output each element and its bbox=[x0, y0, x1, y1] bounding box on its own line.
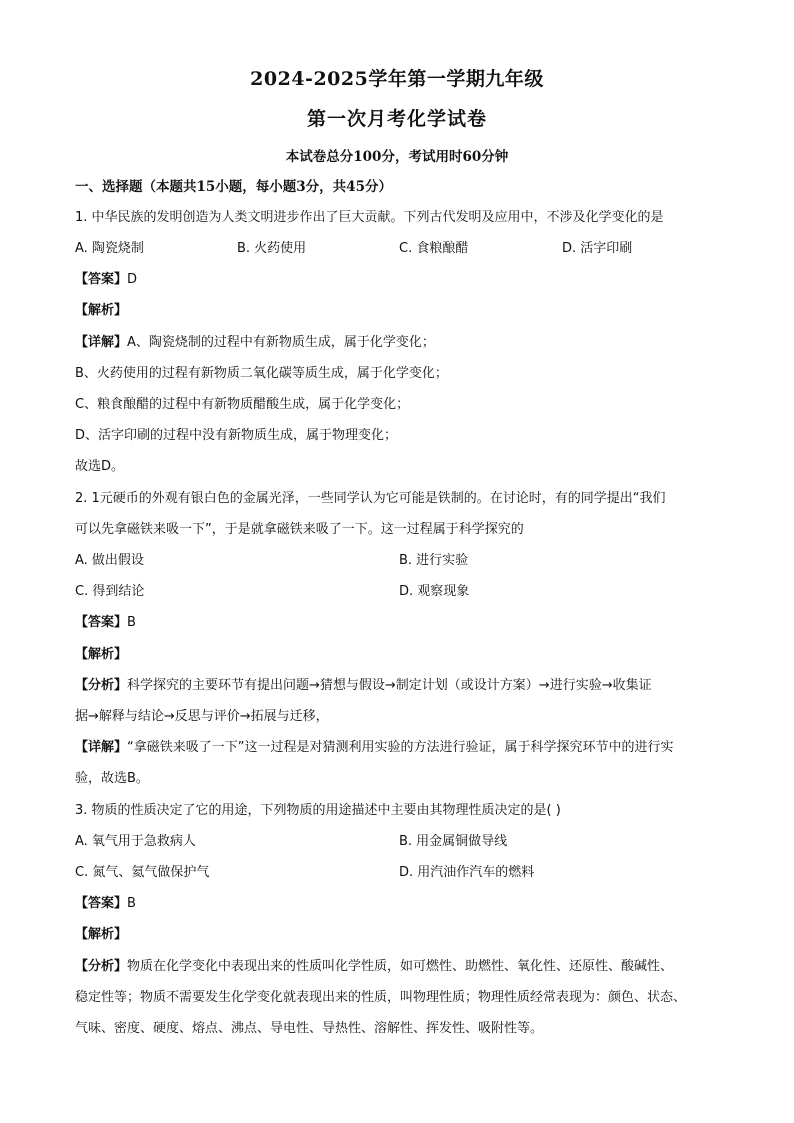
q3-option-d: D. 用汽油作汽车的燃料 bbox=[399, 865, 535, 880]
q1-detail-3: C、粮食酿醋的过程中有新物质醋酸生成，属于化学变化； bbox=[75, 397, 410, 412]
q3-analysis bbox=[75, 926, 127, 944]
q2-option-c: C. 得到结论 bbox=[75, 584, 145, 599]
q2-detail-1 bbox=[75, 739, 674, 757]
q1-option-c: C. 食粮酿醋 bbox=[399, 241, 469, 256]
answer-value: B bbox=[127, 615, 136, 630]
q2-option-b: B. 进行实验 bbox=[399, 553, 469, 568]
q3-option-b: B. 用金属铜做导线 bbox=[399, 834, 508, 849]
detail-text: A、陶瓷烧制的过程中有新物质生成，属于化学变化； bbox=[127, 335, 435, 350]
fenxi-tag: 【分析】 bbox=[75, 959, 128, 974]
q1-stem: 1. 中华民族的发明创造为人类文明进步作出了巨大贡献。下列古代发明及应用中，不涉及化学变化的是 bbox=[75, 210, 664, 225]
q1-detail-5: 故选D。 bbox=[75, 459, 125, 474]
q1-option-d: D. 活字印刷 bbox=[562, 241, 633, 256]
answer-tag: 【答案】 bbox=[75, 615, 128, 630]
q1-option-b: B. 火药使用 bbox=[237, 241, 307, 256]
q2-stem-1: 2. 1元硬币的外观有银白色的金属光泽，一些同学认为它可能是铁制的。在讨论时，有的同学提出“我们 bbox=[75, 491, 666, 506]
q2-option-a: A. 做出假设 bbox=[75, 553, 144, 568]
q1-detail-1 bbox=[75, 334, 435, 352]
fenxi-text: 物质在化学变化中表现出来的性质叫化学性质，如可燃性、助燃性、氧化性、还原性、酸碱性、 bbox=[127, 959, 674, 974]
answer-value: B bbox=[127, 896, 136, 911]
q3-option-c: C. 氮气、氦气做保护气 bbox=[75, 865, 210, 880]
fenxi-tag: 【分析】 bbox=[75, 678, 128, 693]
q2-fenxi-1 bbox=[75, 677, 652, 695]
answer-tag: 【答案】 bbox=[75, 272, 128, 287]
exam-title-line1: 2024-2025学年第一学期九年级 bbox=[250, 68, 544, 90]
q2-answer bbox=[75, 614, 136, 632]
section-heading: 一、选择题（本题共15小题，每小题3分，共45分） bbox=[75, 179, 392, 195]
q2-option-d: D. 观察现象 bbox=[399, 584, 470, 599]
detail-text: “拿磁铁来吸了一下”这一过程是对猜测利用实验的方法进行验证，属于科学探究环节中的进行实 bbox=[127, 740, 674, 755]
exam-subtitle: 本试卷总分100分，考试用时60分钟 bbox=[285, 149, 509, 165]
q1-detail-4: D、活字印刷的过程中没有新物质生成，属于物理变化； bbox=[75, 428, 398, 443]
answer-tag: 【答案】 bbox=[75, 896, 128, 911]
q3-option-a: A. 氧气用于急救病人 bbox=[75, 834, 196, 849]
exam-title-line2: 第一次月考化学试卷 bbox=[306, 108, 487, 130]
analysis-tag: 【解析】 bbox=[75, 303, 128, 318]
q2-detail-2: 验，故选B。 bbox=[75, 771, 149, 786]
q1-answer bbox=[75, 271, 137, 289]
q1-detail-2: B、火药使用的过程有新物质二氧化碳等质生成，属于化学变化； bbox=[75, 366, 448, 381]
fenxi-text: 科学探究的主要环节有提出问题→猜想与假设→制定计划（或设计方案）→进行实验→收集证 bbox=[127, 678, 652, 693]
q3-fenxi-3: 气味、密度、硬度、熔点、沸点、导电性、导热性、溶解性、挥发性、吸附性等。 bbox=[75, 1021, 544, 1036]
analysis-tag: 【解析】 bbox=[75, 647, 128, 662]
detail-tag: 【详解】 bbox=[75, 335, 128, 350]
q3-fenxi-1 bbox=[75, 958, 673, 976]
q3-answer bbox=[75, 895, 136, 913]
q2-stem-2: 可以先拿磁铁来吸一下”，于是就拿磁铁来吸了一下。这一过程属于科学探究的 bbox=[75, 522, 524, 537]
analysis-tag: 【解析】 bbox=[75, 927, 128, 942]
answer-value: D bbox=[127, 272, 138, 287]
q2-fenxi-2: 据→解释与结论→反思与评价→拓展与迁移， bbox=[75, 709, 329, 724]
q3-fenxi-2: 稳定性等；物质不需要发生化学变化就表现出来的性质，叫物理性质；物理性质经常表现为：颜色、状态、 bbox=[75, 990, 687, 1005]
q1-option-a: A. 陶瓷烧制 bbox=[75, 241, 144, 256]
q1-analysis bbox=[75, 302, 127, 320]
q3-stem: 3. 物质的性质决定了它的用途，下列物质的用途描述中主要由其物理性质决定的是( ) bbox=[75, 803, 561, 818]
detail-tag: 【详解】 bbox=[75, 740, 128, 755]
q2-analysis bbox=[75, 646, 127, 664]
